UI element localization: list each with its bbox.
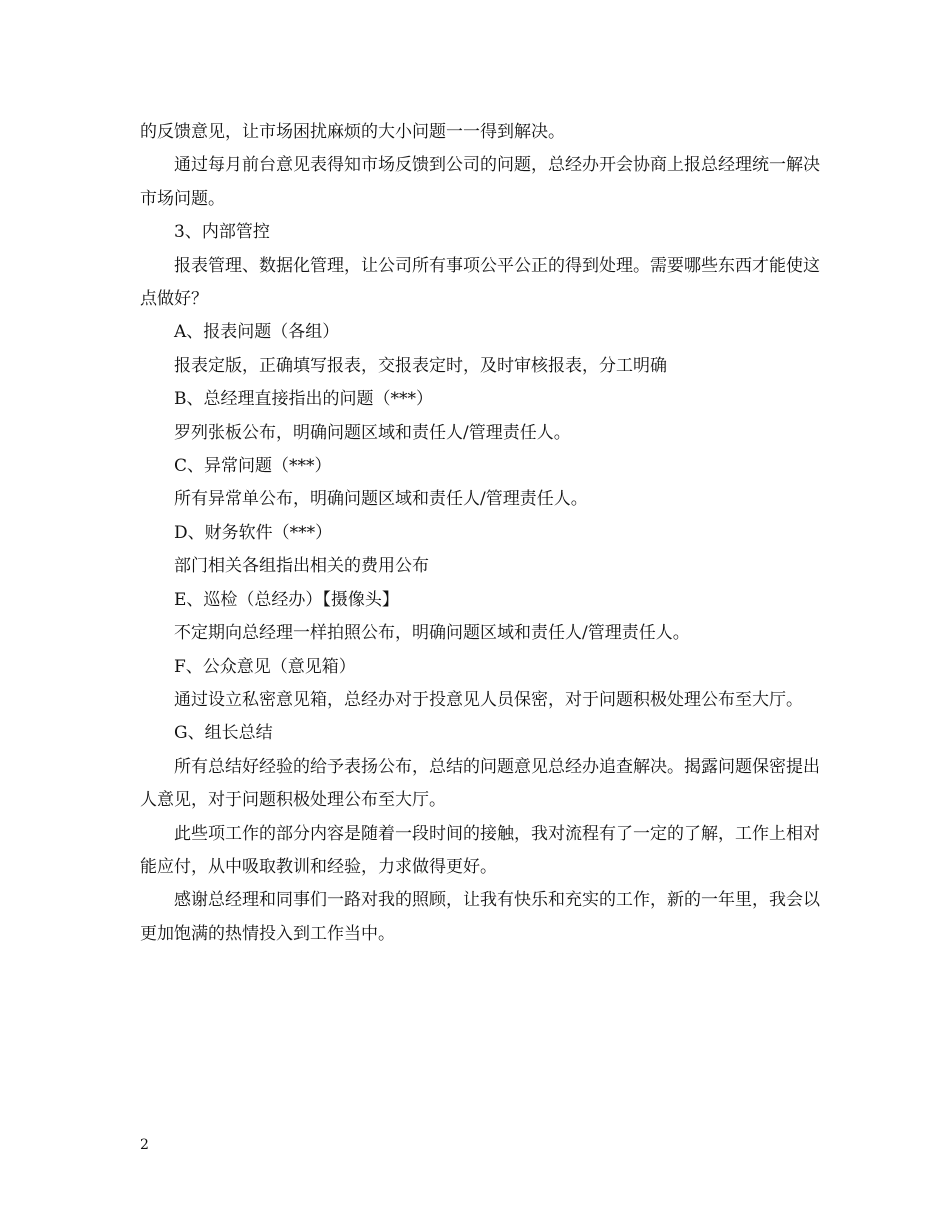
list-item-heading: A、报表问题（各组） bbox=[174, 322, 340, 343]
list-item-heading: E、巡检（总经办）【摄像头】 bbox=[174, 589, 399, 610]
paragraph: 不定期向总经理一样拍照公布，明确问题区域和责任人/管理责任人。 bbox=[174, 623, 690, 644]
paragraph: 报表定版，正确填写报表，交报表定时，及时审核报表，分工明确 bbox=[174, 355, 667, 376]
list-item-heading: B、总经理直接指出的问题（***） bbox=[174, 389, 433, 410]
document-body bbox=[140, 116, 820, 951]
page-number: 2 bbox=[140, 1137, 149, 1153]
paragraph: 部门相关各组指出相关的费用公布 bbox=[174, 556, 429, 577]
paragraph: 所有异常单公布，明确问题区域和责任人/管理责任人。 bbox=[174, 489, 588, 510]
paragraph: 通过每月前台意见表得知市场反馈到公司的问题，总经办开会协商上报总经理统一解决市场问题。 bbox=[140, 155, 820, 209]
list-item-heading: D、财务软件（***） bbox=[174, 522, 333, 543]
paragraph: 通过设立私密意见箱，总经办对于投意见人员保密，对于问题积极处理公布至大厅。 bbox=[174, 689, 803, 710]
paragraph: 此些项工作的部分内容是随着一段时间的接触，我对流程有了一定的了解，工作上相对能应付，从中吸取教训和经验，力求做得更好。 bbox=[140, 823, 820, 877]
paragraph: 感谢总经理和同事们一路对我的照顾，让我有快乐和充实的工作，新的一年里，我会以更加饱满的热情投入到工作当中。 bbox=[140, 890, 820, 944]
section-heading: 3、内部管控 bbox=[174, 222, 270, 243]
paragraph: 报表管理、数据化管理，让公司所有事项公平公正的得到处理。需要哪些东西才能使这点做好？ bbox=[140, 255, 820, 310]
paragraph: 所有总结好经验的给予表扬公布，总结的问题意见总经办追查解决。揭露问题保密提出人意见，对于问题积极处理公布至大厅。 bbox=[140, 756, 820, 811]
paragraph: 的反馈意见，让市场困扰麻烦的大小问题一一得到解决。 bbox=[140, 122, 565, 142]
list-item-heading: F、公众意见（意见箱） bbox=[174, 656, 356, 677]
list-item-heading: G、组长总结 bbox=[174, 723, 273, 744]
list-item-heading: C、异常问题（***） bbox=[174, 456, 332, 477]
paragraph: 罗列张板公布，明确问题区域和责任人/管理责任人。 bbox=[174, 422, 571, 443]
